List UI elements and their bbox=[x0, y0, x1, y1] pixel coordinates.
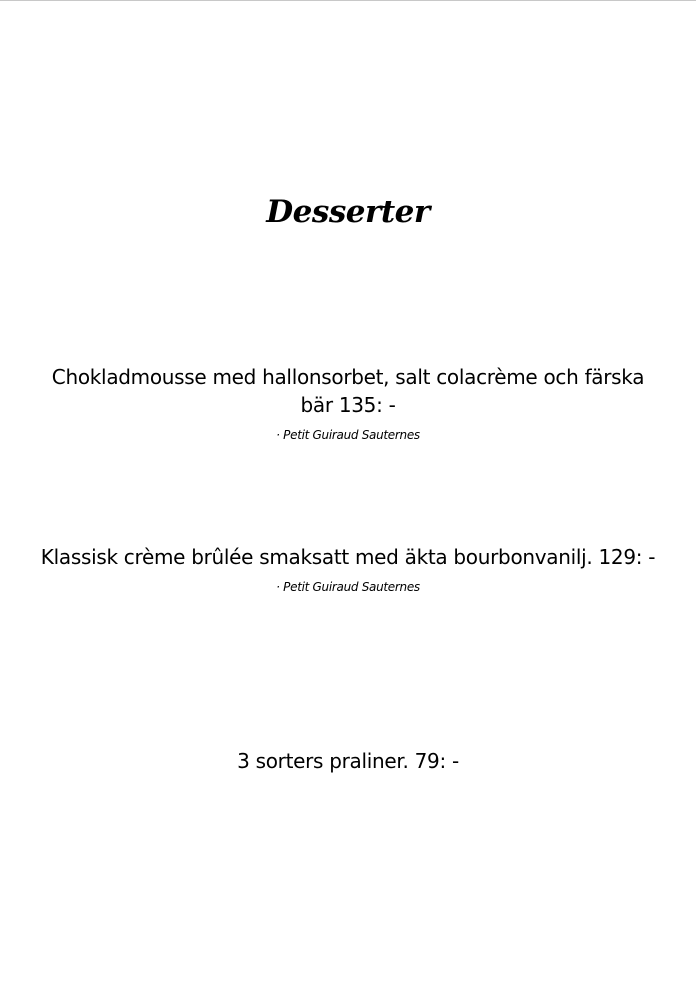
menu-item bbox=[40, 363, 656, 443]
menu-title: Desserter bbox=[266, 194, 430, 230]
menu-item-description: 3 sorters praliner. 79: - bbox=[237, 749, 459, 773]
wine-pairing: · Petit Guiraud Sauternes bbox=[276, 428, 420, 442]
menu-item bbox=[40, 747, 656, 775]
menu-item bbox=[40, 543, 656, 595]
menu-item-description: Chokladmousse med hallonsorbet, salt colacrème och färska bär 135: - bbox=[51, 365, 645, 417]
menu-item-description: Klassisk crème brûlée smaksatt med äkta bourbonvanilj. 129: - bbox=[40, 545, 656, 569]
wine-pairing: · Petit Guiraud Sauternes bbox=[276, 580, 420, 594]
